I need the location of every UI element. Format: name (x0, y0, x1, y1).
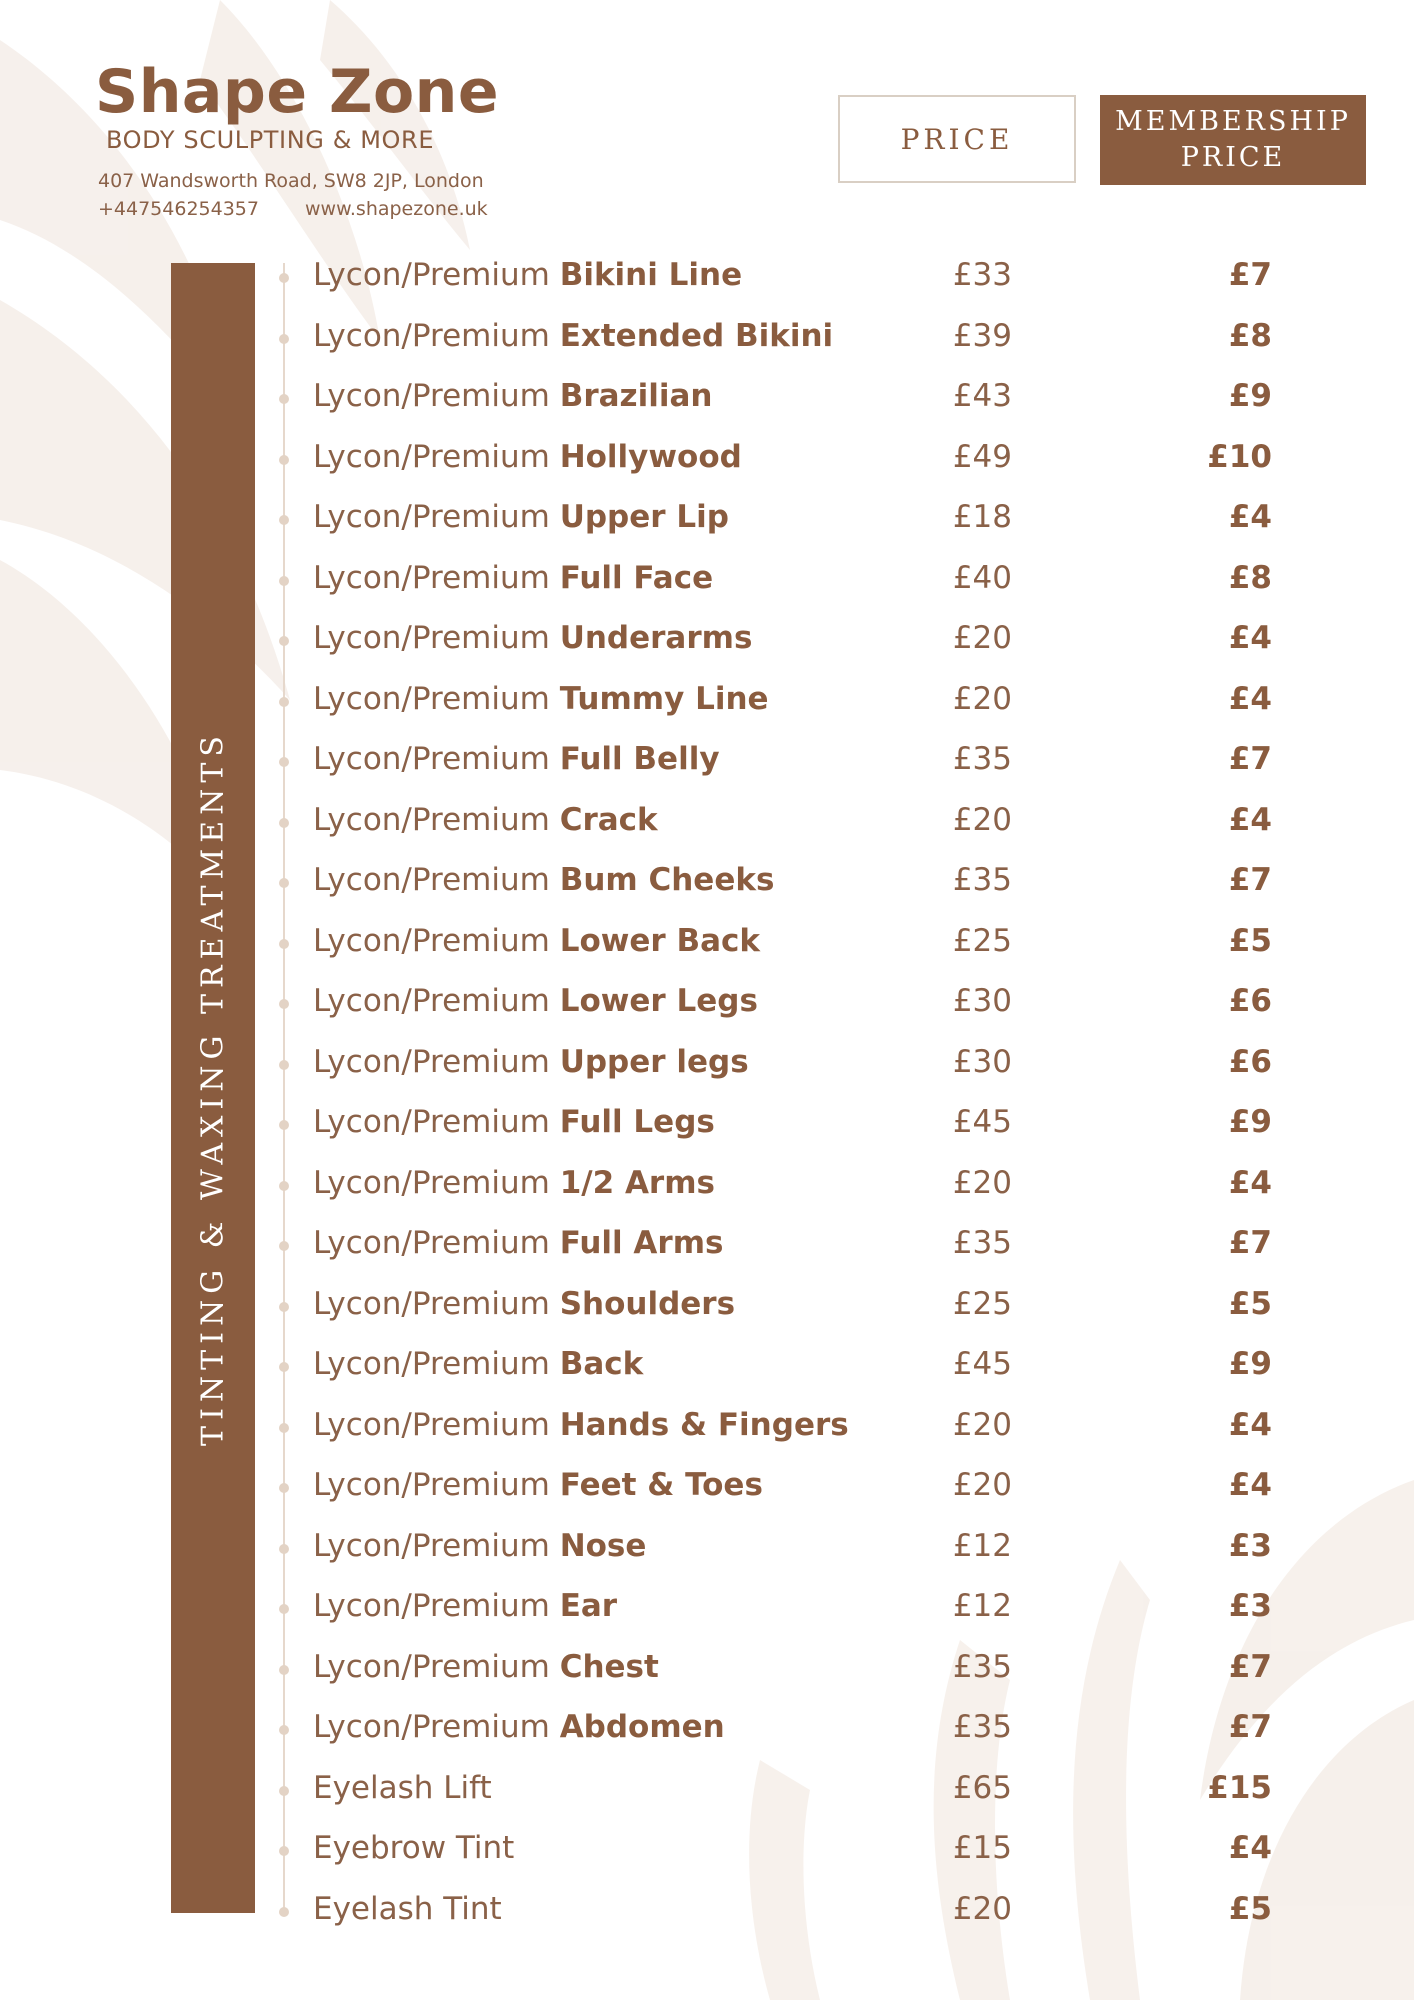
timeline-dot (279, 1120, 289, 1130)
treatment-prefix: Lycon/Premium (313, 801, 550, 838)
timeline-dot (279, 394, 289, 404)
treatment-row (0, 550, 1414, 610)
treatment-row (0, 1276, 1414, 1336)
treatment-row (0, 247, 1414, 307)
treatment-membership-price: £5 (1228, 922, 1272, 959)
treatment-area: Full Arms (559, 1225, 724, 1261)
treatment-prefix: Lycon/Premium (313, 741, 550, 777)
treatment-row (0, 1215, 1414, 1275)
treatment-membership-price: £5 (1228, 1285, 1272, 1322)
treatment-price: £20 (952, 801, 1012, 838)
treatment-price: £12 (952, 1527, 1012, 1564)
treatment-name (313, 620, 752, 656)
timeline-dot (279, 1181, 289, 1191)
treatment-row (0, 1639, 1414, 1699)
treatment-membership-price: £9 (1228, 1346, 1272, 1382)
treatment-prefix: Eyelash Lift (313, 1769, 492, 1806)
treatment-price: £45 (952, 1346, 1012, 1382)
treatment-name (313, 1891, 502, 1927)
treatment-name (313, 1165, 715, 1201)
treatment-area: 1/2 Arms (559, 1164, 715, 1201)
treatment-membership-price: £7 (1228, 862, 1272, 898)
phone-number: +447546254357 (98, 198, 259, 220)
treatment-area: Hands & Fingers (559, 1406, 849, 1443)
timeline-dot (279, 273, 289, 283)
treatment-membership-price: £7 (1228, 741, 1272, 777)
treatment-area: Ear (559, 1588, 618, 1624)
treatment-membership-price: £7 (1228, 1225, 1272, 1261)
membership-header-line2: PRICE (1180, 142, 1286, 173)
treatment-row (0, 671, 1414, 731)
treatment-price: £20 (952, 1467, 1012, 1503)
treatment-name (313, 802, 658, 838)
treatment-price: £20 (952, 680, 1012, 717)
treatment-name (313, 741, 720, 777)
treatment-row (0, 1820, 1414, 1880)
treatment-membership-price: £3 (1228, 1588, 1272, 1624)
treatment-price: £20 (952, 1406, 1012, 1443)
treatment-row (0, 792, 1414, 852)
treatment-row (0, 1336, 1414, 1396)
timeline-dot (279, 1665, 289, 1675)
treatment-membership-price: £7 (1228, 257, 1272, 293)
treatment-row (0, 852, 1414, 912)
treatment-prefix: Lycon/Premium (313, 378, 550, 414)
treatment-membership-price: £10 (1207, 438, 1272, 475)
timeline-dot (279, 1846, 289, 1856)
treatment-membership-price: £7 (1228, 1709, 1272, 1745)
treatment-price: £15 (952, 1830, 1012, 1866)
timeline-dot (279, 1544, 289, 1554)
treatment-area: Underarms (559, 620, 753, 656)
treatment-row (0, 368, 1414, 428)
treatment-price: £20 (952, 1164, 1012, 1201)
treatment-prefix: Lycon/Premium (313, 1043, 550, 1080)
treatment-prefix: Lycon/Premium (313, 1406, 550, 1443)
treatment-name (313, 1588, 617, 1624)
treatment-area: Lower Back (559, 922, 761, 959)
treatment-name (313, 681, 769, 717)
treatment-row (0, 1155, 1414, 1215)
brand-tagline: BODY SCULPTING & MORE (106, 126, 435, 154)
treatment-prefix: Lycon/Premium (313, 1467, 550, 1503)
treatment-name (313, 499, 729, 535)
treatment-area: Back (559, 1346, 644, 1382)
timeline-dot (279, 1725, 289, 1735)
timeline-dot (279, 999, 289, 1009)
treatment-name (313, 1044, 749, 1080)
treatment-membership-price: £4 (1228, 680, 1272, 717)
timeline-dot (279, 1483, 289, 1493)
treatment-membership-price: £4 (1228, 1467, 1272, 1503)
treatment-prefix: Lycon/Premium (313, 1285, 550, 1322)
treatment-row (0, 1034, 1414, 1094)
treatment-membership-price: £8 (1228, 559, 1272, 596)
treatment-name (313, 1649, 659, 1685)
treatment-prefix: Lycon/Premium (313, 862, 550, 898)
treatment-row (0, 1518, 1414, 1578)
treatment-name (313, 439, 742, 475)
treatment-price: £35 (952, 741, 1012, 777)
treatment-membership-price: £5 (1228, 1890, 1272, 1927)
timeline-dot (279, 455, 289, 465)
treatment-area: Hollywood (559, 438, 742, 475)
treatment-name (313, 1104, 715, 1140)
treatment-name (313, 378, 712, 414)
treatment-membership-price: £15 (1207, 1769, 1272, 1806)
timeline-dot (279, 515, 289, 525)
address: 407 Wandsworth Road, SW8 2JP, London (98, 170, 484, 192)
treatment-row (0, 731, 1414, 791)
treatment-membership-price: £6 (1228, 983, 1272, 1019)
treatment-price: £30 (952, 1043, 1012, 1080)
treatment-area: Chest (559, 1648, 659, 1685)
treatment-area: Shoulders (559, 1285, 736, 1322)
treatment-price: £45 (952, 1104, 1012, 1140)
treatment-prefix: Lycon/Premium (313, 1588, 550, 1624)
timeline-dot (279, 939, 289, 949)
timeline-dot (279, 636, 289, 646)
treatment-row (0, 1699, 1414, 1759)
treatment-prefix: Lycon/Premium (313, 1104, 550, 1140)
timeline-dot (279, 878, 289, 888)
treatment-prefix: Lycon/Premium (313, 257, 550, 293)
treatment-membership-price: £8 (1228, 317, 1272, 354)
treatment-prefix: Lycon/Premium (313, 1648, 550, 1685)
treatment-price: £35 (952, 862, 1012, 898)
website: www.shapezone.uk (305, 198, 488, 220)
treatment-row (0, 1457, 1414, 1517)
treatment-name (313, 1830, 514, 1866)
treatment-area: Full Belly (559, 741, 720, 777)
treatment-name (313, 1407, 849, 1443)
treatment-membership-price: £4 (1228, 1830, 1272, 1866)
treatment-area: Extended Bikini (559, 317, 834, 354)
treatment-price: £43 (952, 378, 1012, 414)
treatment-name (313, 1286, 735, 1322)
treatment-name (313, 1528, 646, 1564)
treatment-price: £30 (952, 983, 1012, 1019)
treatment-name (313, 1770, 492, 1806)
treatment-row (0, 429, 1414, 489)
treatment-row (0, 1397, 1414, 1457)
timeline-dot (279, 697, 289, 707)
treatment-row (0, 973, 1414, 1033)
treatment-price: £35 (952, 1648, 1012, 1685)
treatment-prefix: Lycon/Premium (313, 983, 550, 1019)
timeline-dot (279, 757, 289, 767)
timeline-dot (279, 818, 289, 828)
treatment-membership-price: £3 (1228, 1527, 1272, 1564)
treatment-price: £12 (952, 1588, 1012, 1624)
timeline-dot (279, 1362, 289, 1372)
treatment-row (0, 610, 1414, 670)
treatment-name (313, 1709, 725, 1745)
treatment-membership-price: £7 (1228, 1648, 1272, 1685)
treatment-price: £25 (952, 922, 1012, 959)
treatment-membership-price: £4 (1228, 499, 1272, 535)
timeline-dot (279, 1060, 289, 1070)
treatment-price: £35 (952, 1709, 1012, 1745)
treatment-price: £49 (952, 438, 1012, 475)
timeline-dot (279, 334, 289, 344)
treatment-area: Tummy Line (559, 680, 769, 717)
treatment-price: £35 (952, 1225, 1012, 1261)
brand-block (95, 54, 500, 154)
treatment-row (0, 1881, 1414, 1941)
treatment-name (313, 1346, 643, 1382)
treatment-area: Crack (559, 801, 658, 838)
treatment-price: £18 (952, 499, 1012, 535)
treatment-membership-price: £6 (1228, 1043, 1272, 1080)
treatment-area: Upper Lip (559, 499, 729, 535)
treatment-name (313, 983, 758, 1019)
price-column-header: PRICE (838, 95, 1076, 183)
treatment-prefix: Lycon/Premium (313, 559, 550, 596)
treatment-prefix: Lycon/Premium (313, 1346, 550, 1382)
timeline-dot (279, 576, 289, 586)
treatment-area: Brazilian (559, 378, 713, 414)
treatment-row (0, 1760, 1414, 1820)
timeline-dot (279, 1423, 289, 1433)
treatment-name (313, 560, 713, 596)
treatment-name (313, 1225, 723, 1261)
treatment-area: Feet & Toes (559, 1467, 763, 1503)
treatment-name (313, 257, 742, 293)
treatment-prefix: Lycon/Premium (313, 317, 550, 354)
treatment-prefix: Lycon/Premium (313, 620, 550, 656)
treatment-prefix: Lycon/Premium (313, 1527, 550, 1564)
treatment-membership-price: £4 (1228, 801, 1272, 838)
treatment-price: £40 (952, 559, 1012, 596)
treatment-prefix: Eyelash Tint (313, 1890, 502, 1927)
treatment-prefix: Lycon/Premium (313, 499, 550, 535)
treatment-area: Lower Legs (559, 983, 758, 1019)
treatment-prefix: Lycon/Premium (313, 1709, 550, 1745)
brand-name: Shape Zone (95, 57, 500, 127)
treatment-price: £20 (952, 1890, 1012, 1927)
treatment-row (0, 1578, 1414, 1638)
treatment-prefix: Lycon/Premium (313, 922, 550, 959)
treatment-price: £39 (952, 317, 1012, 354)
treatment-name (313, 1467, 763, 1503)
timeline-dot (279, 1907, 289, 1917)
treatment-area: Full Legs (559, 1104, 715, 1140)
treatment-area: Upper legs (559, 1043, 749, 1080)
treatment-area: Nose (559, 1527, 647, 1564)
treatment-prefix: Lycon/Premium (313, 438, 550, 475)
treatment-row (0, 489, 1414, 549)
treatment-price: £65 (952, 1769, 1012, 1806)
timeline-dot (279, 1302, 289, 1312)
treatment-price: £20 (952, 620, 1012, 656)
treatment-membership-price: £4 (1228, 620, 1272, 656)
treatment-row (0, 308, 1414, 368)
timeline-dot (279, 1604, 289, 1614)
treatment-membership-price: £9 (1228, 1104, 1272, 1140)
treatment-area: Bum Cheeks (559, 862, 775, 898)
treatment-name (313, 923, 760, 959)
treatment-prefix: Lycon/Premium (313, 680, 550, 717)
treatment-name (313, 318, 833, 354)
treatment-membership-price: £4 (1228, 1164, 1272, 1201)
section-title: TINTING & WAXING TREATMENTS (195, 730, 231, 1446)
treatment-row (0, 913, 1414, 973)
membership-header-line1: MEMBERSHIP (1115, 106, 1351, 137)
treatment-prefix: Eyebrow Tint (313, 1830, 515, 1866)
treatment-name (313, 862, 774, 898)
treatment-prefix: Lycon/Premium (313, 1164, 550, 1201)
timeline-dot (279, 1241, 289, 1251)
treatment-area: Full Face (559, 559, 714, 596)
treatment-area: Bikini Line (559, 257, 743, 293)
treatment-membership-price: £9 (1228, 378, 1272, 414)
treatment-area: Abdomen (559, 1709, 725, 1745)
treatment-prefix: Lycon/Premium (313, 1225, 550, 1261)
treatment-price: £33 (952, 257, 1012, 293)
treatment-row (0, 1094, 1414, 1154)
treatment-membership-price: £4 (1228, 1406, 1272, 1443)
membership-price-column-header (1100, 95, 1366, 185)
timeline-dot (279, 1786, 289, 1796)
treatment-price: £25 (952, 1285, 1012, 1322)
